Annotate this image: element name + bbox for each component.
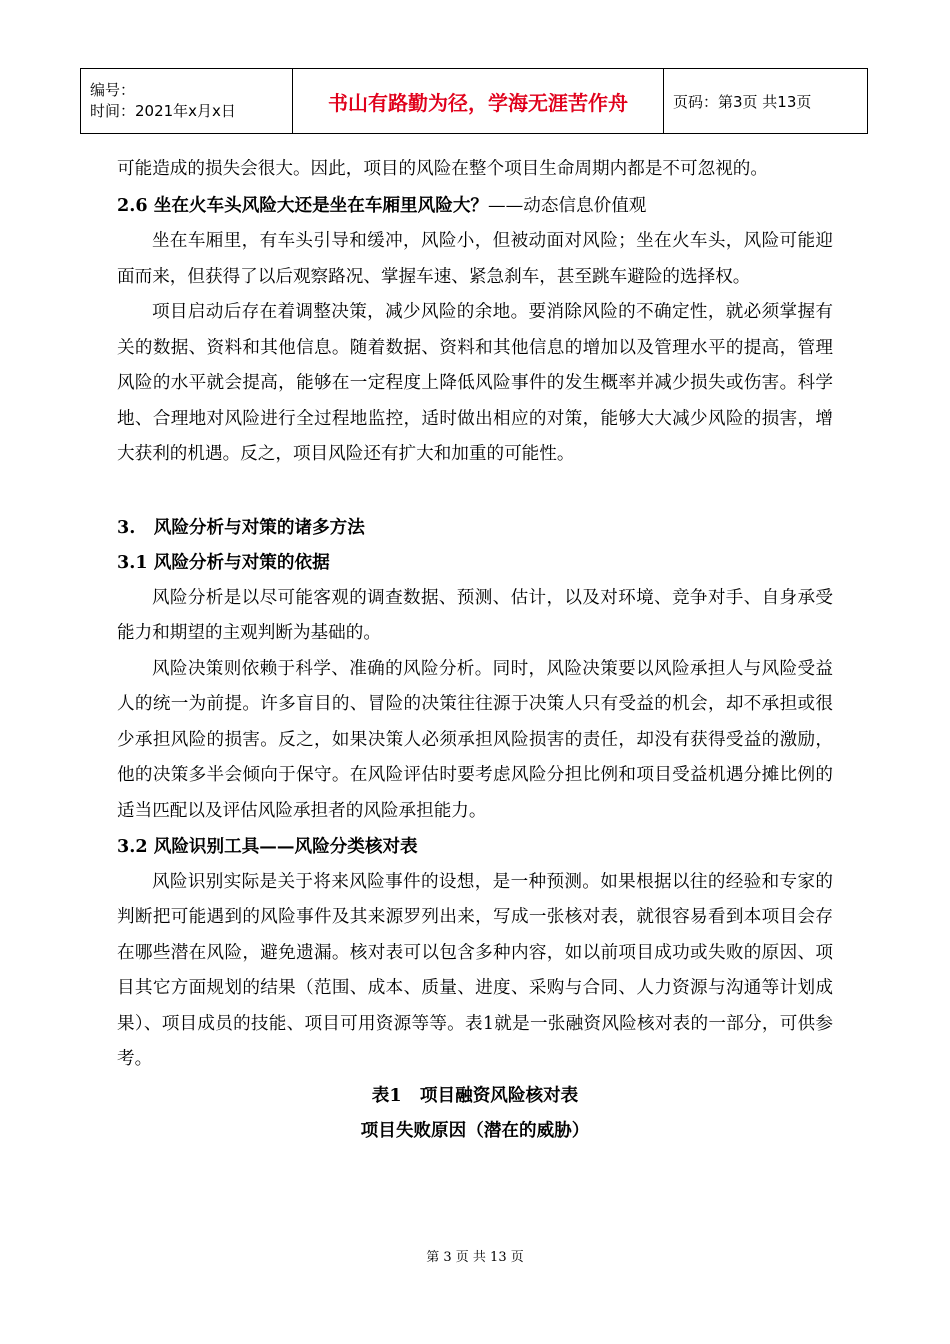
paragraph-intro: 可能造成的损失会很大。因此，项目的风险在整个项目生命周期内都是不可忽视的。	[117, 159, 768, 179]
header-motto: 书山有路勤为径，学海无涯苦作舟	[293, 69, 664, 134]
heading-3-2: 3.2 风险识别工具——风险分类核对表	[117, 836, 418, 857]
page-footer: 第 3 页 共 13 页	[426, 1250, 524, 1265]
heading-2-6-title: 2.6 坐在火车头风险大还是坐在车厢里风险大？	[117, 194, 489, 216]
heading-2-6	[117, 188, 833, 225]
paragraph-3-1-b: 风险决策则依赖于科学、准确的风险分析。同时，风险决策要以风险承担人与风险受益人的统一为前提。许多盲目的、冒险的决策往往源于决策人只有受益的机会，却不承担或很少承担风险的损害。反之，如果决策人必须承担风险损害的责任，却没有获得受益的激励，他的决策多半会倾向于保守。在风险评估时要考虑风险分担比例和项目受益机遇分摊比例的适当匹配以及评估风险承担者的风险承担能力。	[117, 658, 833, 821]
number-label: 编号：	[90, 81, 136, 99]
document-body	[117, 152, 833, 1149]
paragraph-2-6-a: 坐在车厢里，有车头引导和缓冲，风险小，但被动面对风险；坐在火车头，风险可能迎面而来，但获得了以后观察路况、掌握车速、紧急刹车，甚至跳车避险的选择权。	[117, 231, 833, 287]
heading-3: 3. 风险分析与对策的诸多方法	[117, 516, 365, 538]
paragraph-2-6-b: 项目启动后存在着调整决策，减少风险的余地。要消除风险的不确定性，就必须掌握有关的数据、资料和其他信息。随着数据、资料和其他信息的增加以及管理水平的提高，管理风险的水平就会提高，能够在一定程度上降低风险事件的发生概率并减少损失或伤害。科学地、合理地对风险进行全过程地监控，适时做出相应的对策，能够大大减少风险的损害，增大获利的机遇。反之，项目风险还有扩大和加重的可能性。	[117, 302, 833, 464]
time-label: 时间：2021年x月x日	[90, 102, 236, 120]
paragraph-3-2: 风险识别实际是关于将来风险事件的设想，是一种预测。如果根据以往的经验和专家的判断把可能遇到的风险事件及其来源罗列出来，写成一张核对表，就很容易看到本项目会存在哪些潜在风险，避免遗漏。核对表可以包含多种内容，如以前项目成功或失败的原因、项目其它方面规划的结果（范围、成本、质量、进度、采购与合同、人力资源与沟通等计划成果）、项目成员的技能、项目可用资源等等。表1就是一张融资风险核对表的一部分，可供参考。	[117, 871, 833, 1069]
table-subcaption: 项目失败原因（潜在的威胁）	[360, 1120, 590, 1141]
page-header	[80, 68, 868, 134]
paragraph-3-1-a: 风险分析是以尽可能客观的调查数据、预测、估计，以及对环境、竞争对手、自身承受能力和期望的主观判断为基础的。	[117, 587, 833, 643]
section-gap	[117, 473, 833, 510]
heading-3-1: 3.1 风险分析与对策的依据	[117, 552, 330, 573]
heading-2-6-subtitle: ——动态信息价值观	[488, 195, 647, 216]
table-caption: 表1 项目融资风险核对表	[371, 1084, 579, 1106]
header-meta-cell	[81, 69, 293, 134]
header-page-info: 页码：第3页 共13页	[664, 69, 868, 134]
